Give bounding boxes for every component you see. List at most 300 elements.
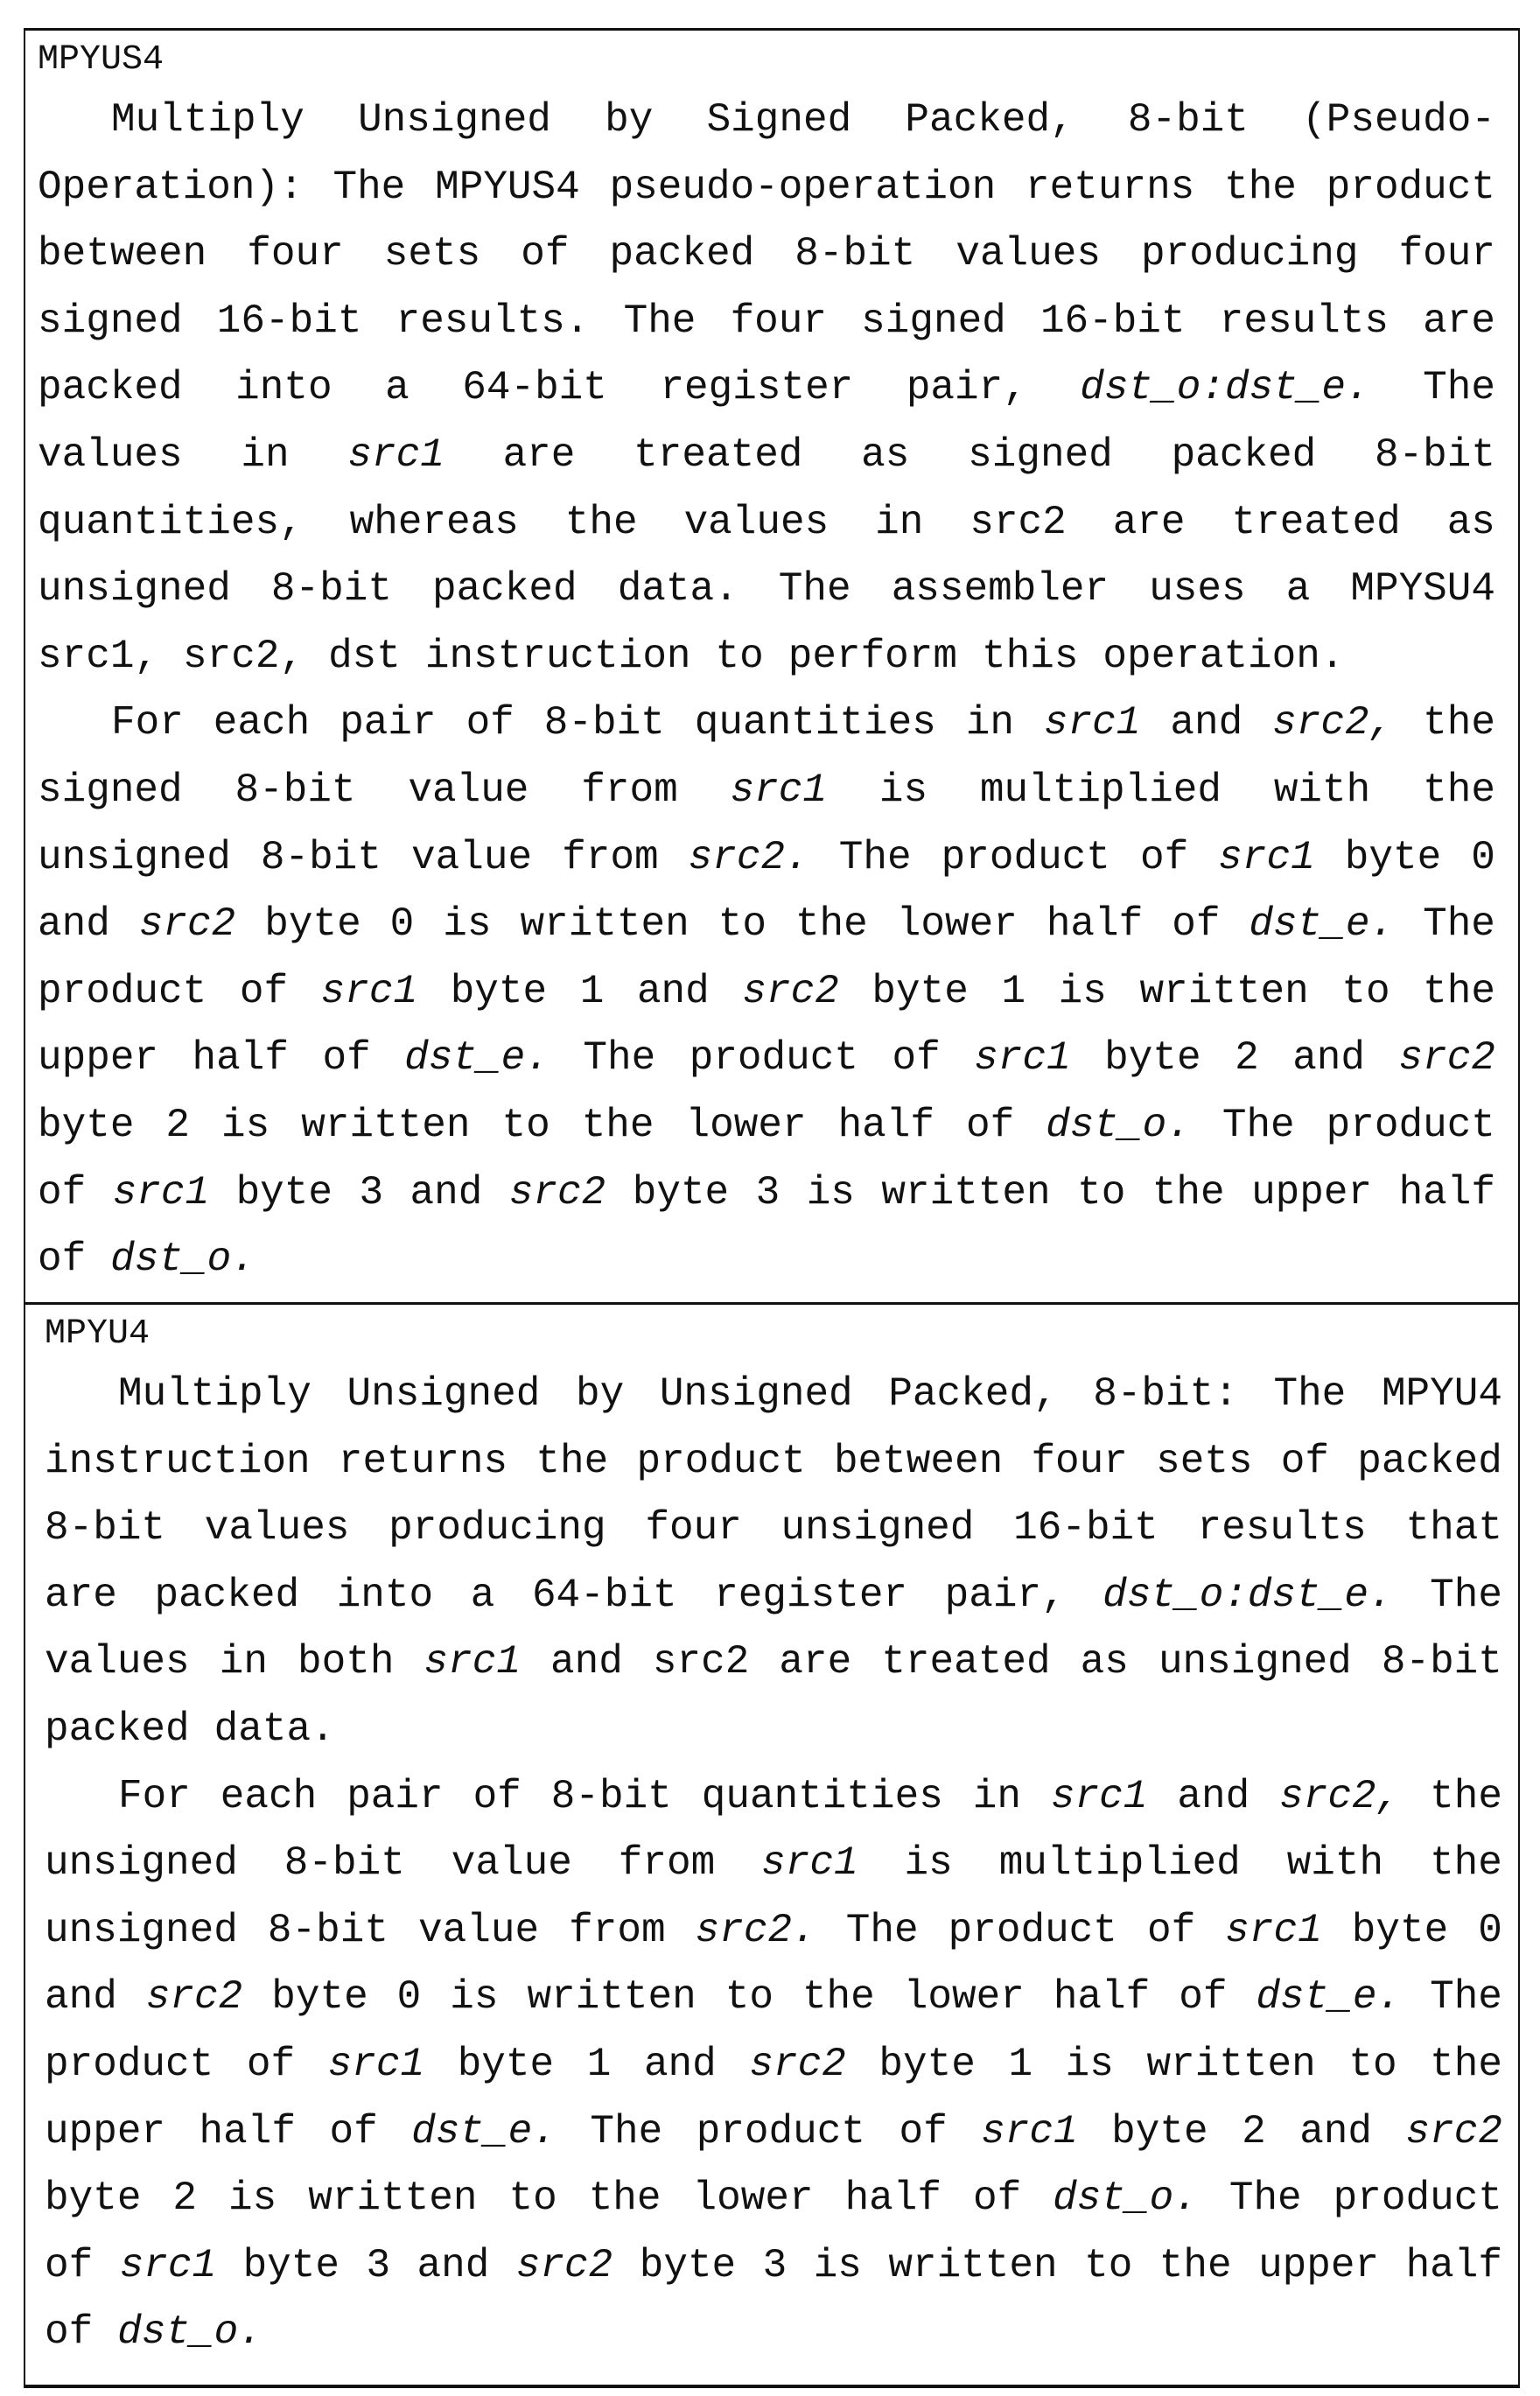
word: 1 xyxy=(579,968,605,1014)
text-line xyxy=(45,1428,1502,1496)
word: and xyxy=(410,1169,483,1216)
text-line xyxy=(38,354,1495,422)
word: and xyxy=(550,1639,623,1685)
paragraph xyxy=(38,87,1495,690)
word: as xyxy=(861,431,910,478)
text-line xyxy=(38,422,1495,489)
word: is xyxy=(1058,968,1107,1014)
word: returns xyxy=(1026,164,1195,210)
word: half xyxy=(192,1035,289,1082)
word: 3 xyxy=(359,1169,384,1216)
word: Multiply xyxy=(118,1371,312,1417)
word: Operation): xyxy=(38,164,304,210)
word: to xyxy=(501,1102,550,1148)
word: values xyxy=(45,1639,190,1685)
word: value xyxy=(408,767,529,813)
word: 16-bit xyxy=(216,298,362,344)
word: a xyxy=(385,365,410,411)
word: the xyxy=(564,499,638,545)
word: The xyxy=(845,1907,919,1953)
word: The xyxy=(1430,1974,1502,2021)
operand-term: src2, xyxy=(1272,700,1394,746)
text-line xyxy=(38,958,1495,1026)
word: The xyxy=(590,2108,663,2154)
word: unsigned xyxy=(780,1505,975,1552)
text-line xyxy=(38,87,1495,154)
word: values xyxy=(204,1505,350,1552)
word: in xyxy=(972,1773,1021,1819)
word: sets xyxy=(1156,1438,1253,1484)
word: half xyxy=(1398,1169,1495,1216)
operand-term: src2 xyxy=(1398,1035,1495,1082)
word: the xyxy=(1423,700,1495,746)
word: pair, xyxy=(906,365,1027,411)
operand-term: src1 xyxy=(1043,700,1141,746)
word: product xyxy=(689,1035,858,1082)
word: results xyxy=(1197,1505,1367,1552)
word: 8-bit xyxy=(794,231,916,277)
word: are xyxy=(45,1572,117,1618)
word: the xyxy=(581,1102,654,1148)
operand-term: dst_e. xyxy=(1249,901,1395,948)
word: pseudo-operation xyxy=(609,164,997,210)
word: For xyxy=(118,1773,191,1819)
word: byte xyxy=(264,901,361,948)
operand-term: src1 xyxy=(974,1035,1071,1082)
text-line xyxy=(45,1696,1502,1763)
text-line xyxy=(38,489,1495,557)
text-line xyxy=(38,221,1495,288)
word: multiplied xyxy=(979,767,1222,813)
word: 8-bit xyxy=(270,566,392,613)
word: packed xyxy=(432,566,578,613)
word: treated xyxy=(1231,499,1401,545)
paragraph xyxy=(45,1361,1502,1763)
word: four xyxy=(645,1505,742,1552)
operand-term: src2 xyxy=(1405,2108,1502,2154)
text-line xyxy=(45,2299,1502,2366)
word: quantities, xyxy=(38,499,304,545)
operand-term: src2 xyxy=(138,901,236,948)
word: the xyxy=(1430,1773,1502,1819)
text-line xyxy=(45,2165,1502,2232)
word: value xyxy=(418,1907,540,1953)
text-line xyxy=(45,1361,1502,1428)
text-line xyxy=(38,556,1495,623)
word: of xyxy=(899,2108,948,2154)
word: and xyxy=(45,1974,117,2021)
word: data. xyxy=(617,566,738,613)
word: The xyxy=(583,1035,656,1082)
word: of xyxy=(38,1169,87,1216)
instruction-description-table xyxy=(24,28,1520,2388)
word: packed xyxy=(38,365,183,411)
word: from xyxy=(618,1840,716,1887)
paragraph xyxy=(45,1763,1502,2366)
word: For xyxy=(111,700,184,746)
word: a xyxy=(1285,566,1311,613)
word: to xyxy=(508,2175,557,2222)
word: unsigned xyxy=(38,834,231,880)
paragraph xyxy=(38,690,1495,1293)
word: byte xyxy=(242,2242,340,2288)
word: 8-bit xyxy=(267,1907,388,1953)
section-heading: MPYUS4 xyxy=(38,40,164,80)
word: upper xyxy=(1251,1169,1373,1216)
word: is xyxy=(813,2242,862,2288)
operand-term: src1 xyxy=(1218,834,1315,880)
word: the xyxy=(794,901,868,948)
word: product xyxy=(696,2108,865,2154)
text-line xyxy=(38,1159,1495,1227)
word: are xyxy=(1112,499,1186,545)
word: 2 xyxy=(1235,1035,1259,1082)
word: 8-bit xyxy=(1381,1639,1502,1685)
word: byte xyxy=(38,1102,135,1148)
operand-term: src1 xyxy=(1050,1773,1148,1819)
word: treated xyxy=(634,431,803,478)
word: between xyxy=(38,231,207,277)
word: each xyxy=(220,1773,318,1819)
operand-term: src1 xyxy=(1225,1907,1322,1953)
word: 0 xyxy=(1478,1907,1502,1953)
word: and xyxy=(1170,700,1243,746)
word: whereas xyxy=(349,499,519,545)
word: into xyxy=(235,365,332,411)
text-line xyxy=(38,288,1495,355)
operand-term: src2 xyxy=(749,2041,846,2087)
word: this xyxy=(982,633,1079,679)
text-line xyxy=(45,1830,1502,1897)
word: to xyxy=(1084,2242,1133,2288)
word: 0 xyxy=(389,901,415,948)
text-line xyxy=(45,1495,1502,1562)
operand-term: src1 xyxy=(424,1639,521,1685)
word: 8-bit xyxy=(45,1505,166,1552)
word: of xyxy=(521,231,570,277)
text-line xyxy=(45,2232,1502,2300)
word: from xyxy=(581,767,678,813)
word: written xyxy=(301,1102,471,1148)
word: 64-bit xyxy=(531,1572,677,1618)
operand-term: src2 xyxy=(742,968,839,1014)
word: written xyxy=(1146,2041,1316,2087)
word: 8-bit xyxy=(260,834,382,880)
word: (Pseudo- xyxy=(1302,97,1495,143)
word: MPYUS4 xyxy=(435,164,580,210)
word: The xyxy=(1430,1572,1502,1618)
word: The xyxy=(332,164,406,210)
word: of xyxy=(472,1773,522,1819)
operand-term: src2 xyxy=(515,2242,613,2288)
word: to xyxy=(1341,968,1390,1014)
operand-term: dst_o. xyxy=(110,1237,256,1283)
word: of xyxy=(1139,834,1189,880)
text-line xyxy=(38,154,1495,221)
word: signed xyxy=(861,298,1006,344)
text-line xyxy=(38,623,1495,690)
word: Unsigned xyxy=(346,1371,541,1417)
word: returns xyxy=(338,1438,508,1484)
word: half xyxy=(1053,1974,1151,2021)
word: The xyxy=(778,566,851,613)
word: and xyxy=(1292,1035,1366,1082)
word: The xyxy=(838,834,912,880)
word: product xyxy=(38,968,207,1014)
word: of xyxy=(329,2108,378,2154)
word: MPYSU4 xyxy=(1350,566,1495,613)
word: Unsigned xyxy=(358,97,551,143)
word: and xyxy=(1299,2108,1373,2154)
word: Packed, xyxy=(888,1371,1058,1417)
word: the xyxy=(1423,968,1495,1014)
word: is xyxy=(904,1840,953,1887)
word: uses xyxy=(1149,566,1246,613)
word: src1, xyxy=(38,633,159,679)
word: a xyxy=(470,1572,495,1618)
word: of xyxy=(972,2175,1022,2222)
word: 8-bit xyxy=(543,700,665,746)
word: 8-bit: xyxy=(1093,1371,1238,1417)
operand-term: dst_o:dst_e. xyxy=(1102,1572,1393,1618)
text-line xyxy=(45,1763,1502,1831)
word: operation. xyxy=(1102,633,1345,679)
word: in xyxy=(219,1639,268,1685)
word: written xyxy=(1139,968,1309,1014)
text-line xyxy=(38,824,1495,892)
text-line xyxy=(45,1629,1502,1696)
word: in xyxy=(965,700,1014,746)
word: each xyxy=(213,700,311,746)
word: with xyxy=(1273,767,1371,813)
word: signed xyxy=(968,431,1113,478)
word: half xyxy=(844,2175,942,2222)
word: byte xyxy=(878,2041,976,2087)
word: value xyxy=(451,1840,572,1887)
word: instruction xyxy=(45,1438,311,1484)
word: pair xyxy=(340,700,437,746)
word: and xyxy=(636,968,710,1014)
word: product xyxy=(1326,1102,1495,1148)
word: product xyxy=(948,1907,1117,1953)
word: the xyxy=(536,1438,609,1484)
word: that xyxy=(1405,1505,1502,1552)
operand-term: src2 xyxy=(508,1169,606,1216)
word: as xyxy=(1080,1639,1129,1685)
word: lower xyxy=(903,1974,1025,2021)
operand-term: dst_o. xyxy=(117,2309,262,2356)
word: unsigned xyxy=(1158,1639,1352,1685)
word: four xyxy=(1398,231,1495,277)
word: value xyxy=(411,834,533,880)
operand-term: dst_o:dst_e. xyxy=(1080,365,1370,411)
word: by xyxy=(605,97,654,143)
word: 16-bit xyxy=(1040,298,1186,344)
word: four xyxy=(247,231,344,277)
word: both xyxy=(298,1639,395,1685)
text-line xyxy=(45,1964,1502,2031)
word: are xyxy=(779,1639,852,1685)
word: src2 xyxy=(652,1639,750,1685)
word: byte xyxy=(632,1169,730,1216)
word: and xyxy=(416,2242,490,2288)
word: src2 xyxy=(970,499,1067,545)
text-line xyxy=(38,690,1495,757)
word: of xyxy=(1146,1907,1196,1953)
operand-term: src2. xyxy=(695,1907,816,1953)
word: the xyxy=(802,1974,875,2021)
word: The xyxy=(1423,901,1495,948)
word: byte xyxy=(235,1169,332,1216)
word: of xyxy=(38,1237,87,1283)
word: is xyxy=(450,1974,499,2021)
word: perform xyxy=(788,633,957,679)
word: packed xyxy=(154,1572,300,1618)
word: quantities xyxy=(701,1773,943,1819)
word: byte xyxy=(271,1974,368,2021)
word: upper xyxy=(1258,2242,1380,2288)
operand-term: src1 xyxy=(327,2041,425,2087)
word: the xyxy=(1158,2242,1232,2288)
word: sets xyxy=(383,231,481,277)
word: is xyxy=(221,1102,270,1148)
word: unsigned xyxy=(45,1907,238,1953)
word: producing xyxy=(1141,231,1359,277)
word: register xyxy=(660,365,854,411)
word: lower xyxy=(692,2175,814,2222)
word: four xyxy=(1031,1438,1128,1484)
word: results xyxy=(1219,298,1389,344)
text-line xyxy=(38,757,1495,824)
word: byte xyxy=(872,968,969,1014)
word: signed xyxy=(38,767,183,813)
word: the xyxy=(1430,1840,1502,1887)
word: written xyxy=(308,2175,478,2222)
word: pair xyxy=(346,1773,444,1819)
word: product xyxy=(1333,2175,1502,2222)
word: 2 xyxy=(172,2175,198,2222)
word: values xyxy=(956,231,1101,277)
word: byte xyxy=(457,2041,555,2087)
word: lower xyxy=(896,901,1018,948)
word: byte xyxy=(45,2175,142,2222)
word: and xyxy=(38,901,110,948)
operand-term: src1 xyxy=(320,968,418,1014)
word: from xyxy=(569,1907,666,1953)
operand-term: src1 xyxy=(347,431,444,478)
word: 16-bit xyxy=(1013,1505,1158,1552)
word: signed xyxy=(38,298,183,344)
operand-term: dst_e. xyxy=(411,2108,556,2154)
word: the xyxy=(1430,2041,1502,2087)
operand-term: src1 xyxy=(981,2108,1078,2154)
word: is xyxy=(228,2175,277,2222)
operand-term: src2, xyxy=(1279,1773,1401,1819)
word: The xyxy=(623,298,696,344)
word: Packed, xyxy=(905,97,1074,143)
word: as xyxy=(1446,499,1495,545)
word: byte xyxy=(1344,834,1442,880)
word: is xyxy=(443,901,492,948)
section-mpyu4 xyxy=(25,1302,1518,2385)
word: The xyxy=(1273,1371,1347,1417)
operand-term: dst_o. xyxy=(1046,1102,1191,1148)
word: Unsigned xyxy=(659,1371,853,1417)
text-line xyxy=(45,1562,1502,1629)
word: dst xyxy=(328,633,401,679)
operand-term: src1 xyxy=(119,2242,217,2288)
word: and xyxy=(643,2041,717,2087)
word: written xyxy=(527,1974,696,2021)
word: 1 xyxy=(586,2041,612,2087)
operand-term: dst_e. xyxy=(1256,1974,1402,2021)
operand-term: dst_o. xyxy=(1053,2175,1198,2222)
word: quantities xyxy=(694,700,936,746)
text-line xyxy=(45,2098,1502,2166)
word: results. xyxy=(396,298,590,344)
word: The xyxy=(1228,2175,1302,2222)
word: data. xyxy=(214,1706,335,1752)
word: 8-bit xyxy=(1374,431,1495,478)
word: The xyxy=(1222,1102,1295,1148)
word: are xyxy=(502,431,576,478)
word: byte xyxy=(1104,1035,1201,1082)
operand-term: src2. xyxy=(688,834,809,880)
word: in xyxy=(875,499,924,545)
word: values xyxy=(683,499,830,545)
word: 3 xyxy=(366,2242,391,2288)
word: values xyxy=(38,431,183,478)
word: of xyxy=(965,1102,1015,1148)
word: written xyxy=(520,901,690,948)
word: pair, xyxy=(944,1572,1066,1618)
text-line xyxy=(45,2031,1502,2098)
word: register xyxy=(714,1572,908,1618)
word: written xyxy=(881,1169,1051,1216)
word: 3 xyxy=(755,1169,780,1216)
word: of xyxy=(246,2041,296,2087)
word: multiplied xyxy=(998,1840,1241,1887)
section-mpyus4 xyxy=(25,31,1518,1302)
word: product xyxy=(1326,164,1495,210)
word: unsigned xyxy=(45,1840,238,1887)
word: into xyxy=(336,1572,434,1618)
operand-term: src1 xyxy=(761,1840,858,1887)
word: byte xyxy=(1111,2108,1208,2154)
word: of xyxy=(1280,1438,1329,1484)
word: of xyxy=(45,2309,94,2356)
word: of xyxy=(1179,1974,1228,2021)
section-heading: MPYU4 xyxy=(45,1314,150,1354)
word: lower xyxy=(685,1102,807,1148)
word: in xyxy=(241,431,290,478)
word: upper xyxy=(38,1035,159,1082)
word: the xyxy=(1152,1169,1225,1216)
word: to xyxy=(1077,1169,1126,1216)
word: packed xyxy=(1357,1438,1502,1484)
word: assembler xyxy=(891,566,1110,613)
word: byte xyxy=(450,968,548,1014)
word: of xyxy=(239,968,289,1014)
word: upper xyxy=(45,2108,166,2154)
word: of xyxy=(45,2242,94,2288)
word: the xyxy=(1423,767,1495,813)
word: packed xyxy=(1171,431,1317,478)
text-line xyxy=(38,891,1495,958)
word: to xyxy=(724,1974,774,2021)
word: byte xyxy=(639,2242,737,2288)
word: treated xyxy=(881,1639,1051,1685)
